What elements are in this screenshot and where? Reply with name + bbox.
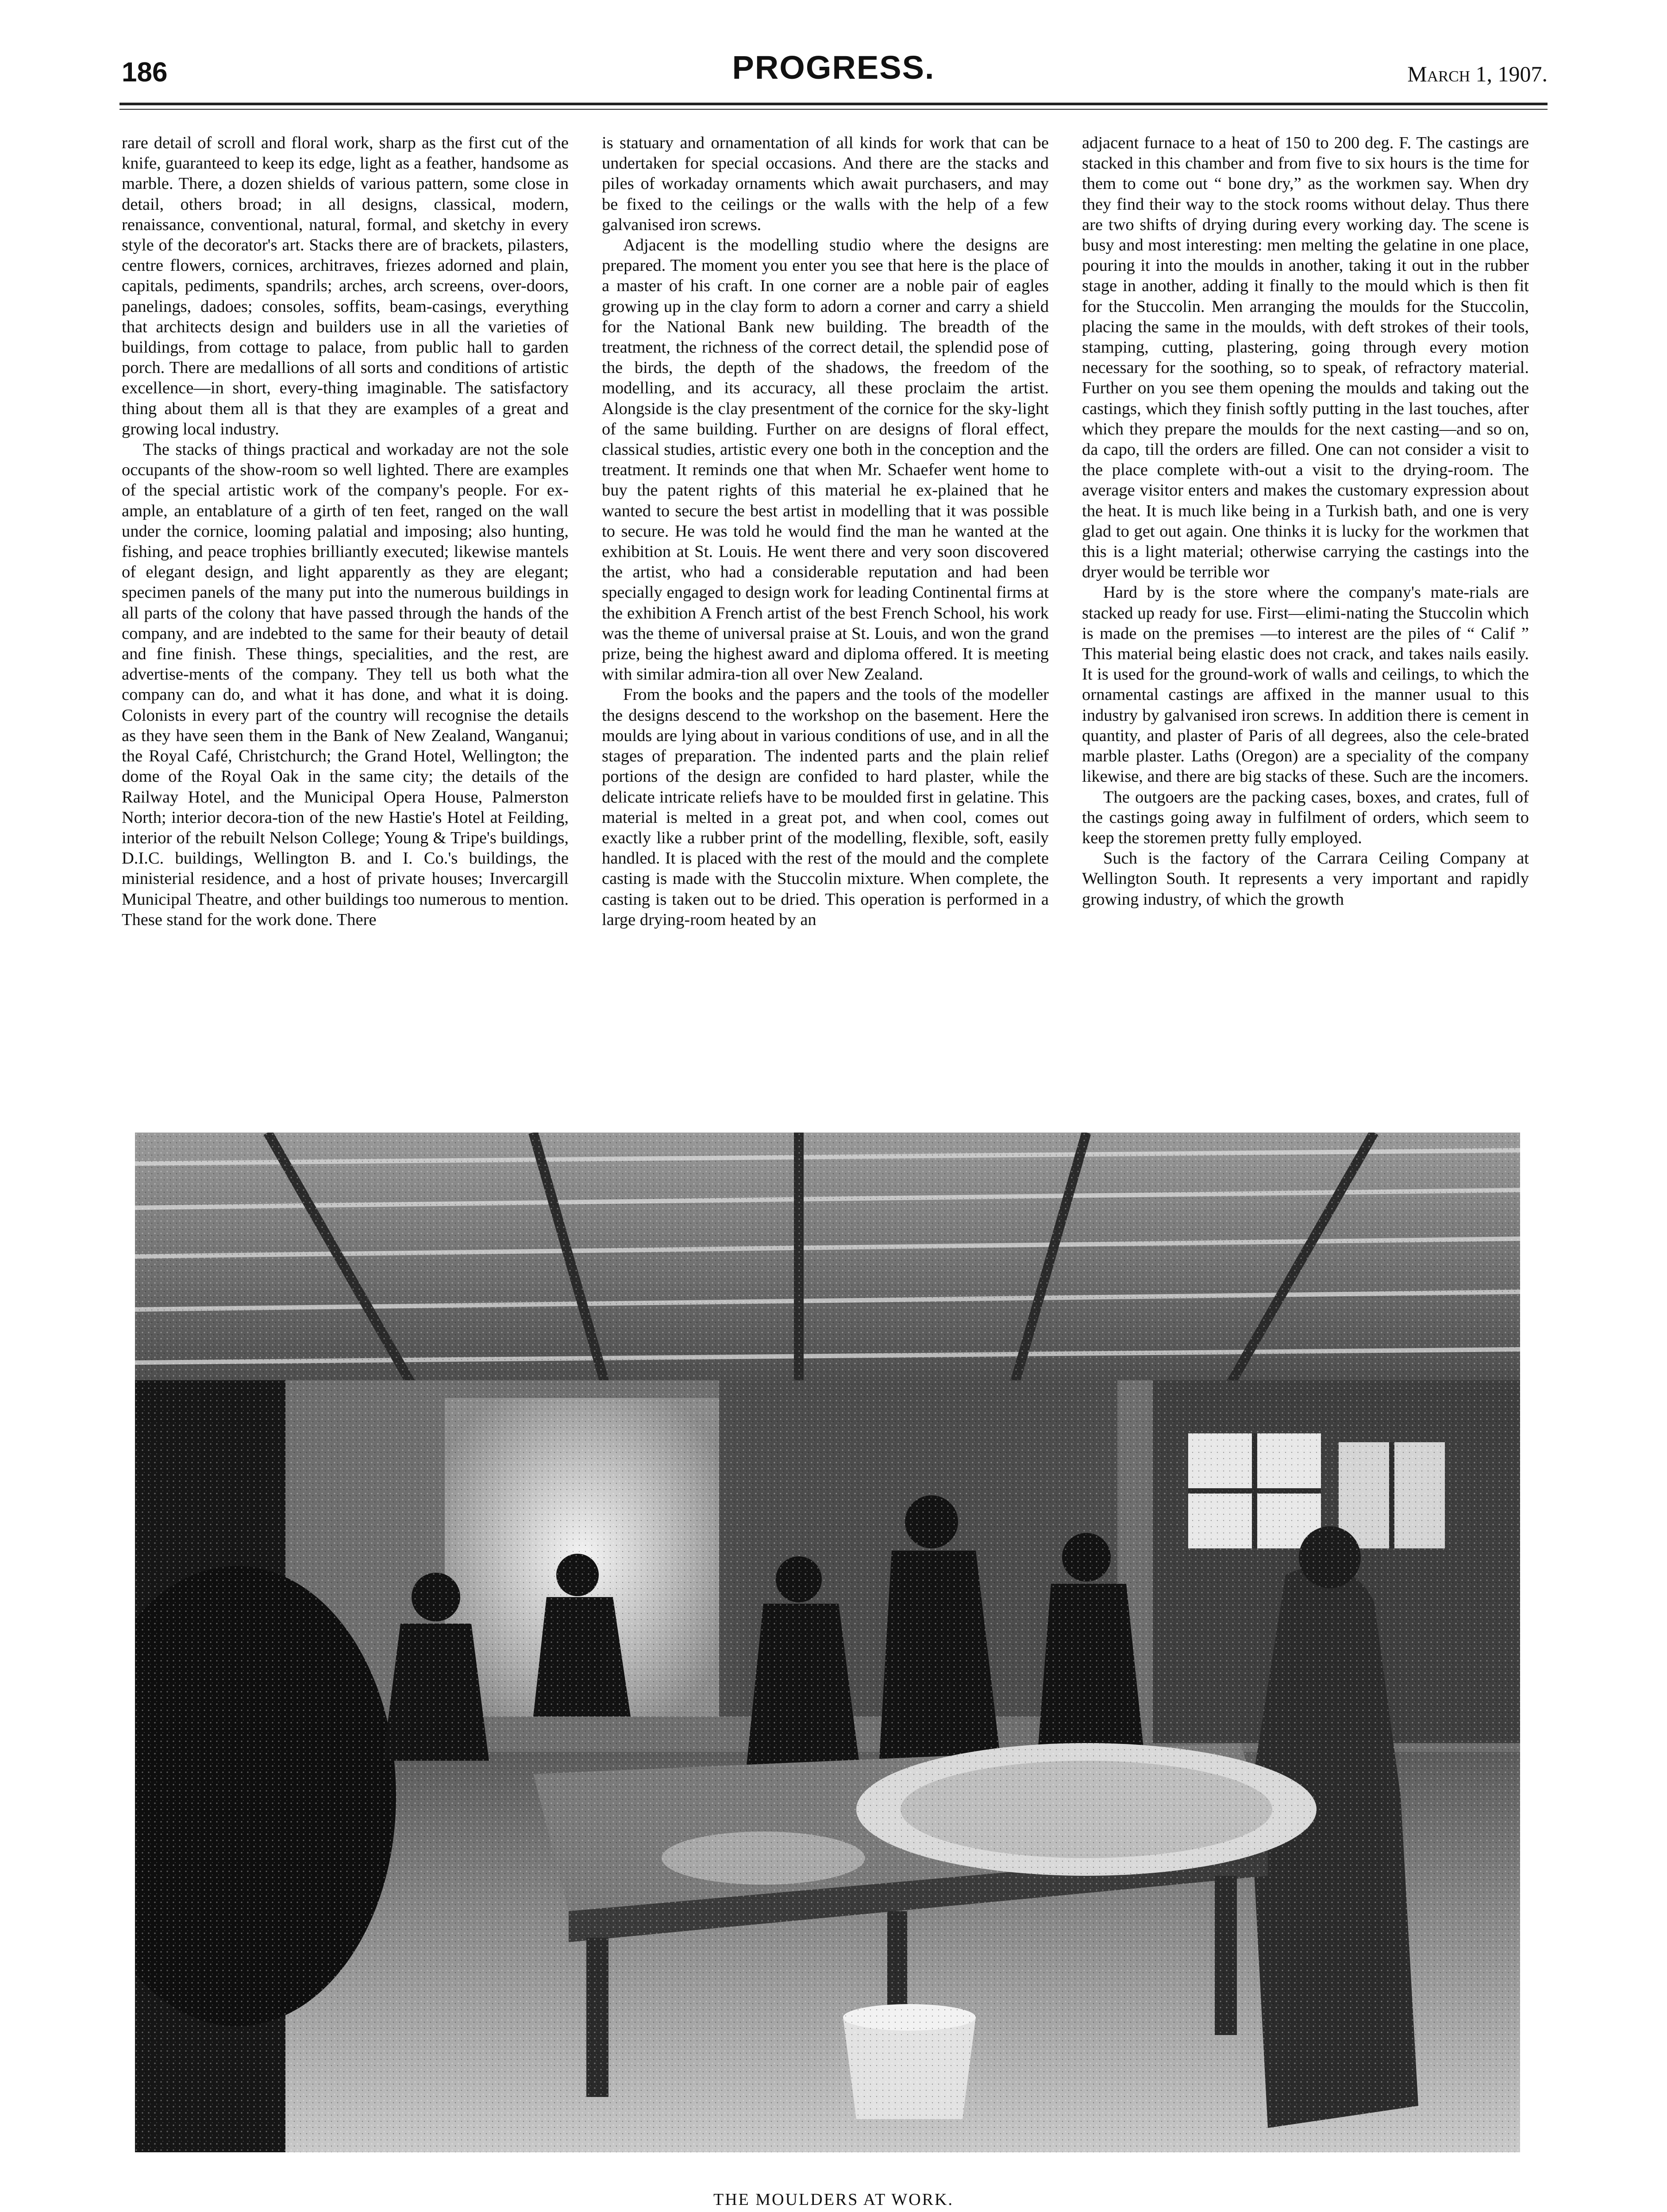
workshop-scene-illustration — [135, 1133, 1520, 2152]
paragraph: The outgoers are the packing cases, boxes, and crates, full of the castings going away in fulfilment of orders, which seem to keep the storemen pretty fully employed. — [1082, 787, 1529, 847]
paragraph: is statuary and ornamentation of all kinds for work that can be undertaken for special occasions. And there are the stacks and piles of workaday ornaments which await purchasers, and may be fixed to the ceilings or the walls with the help of a few galvanised iron screws. — [602, 134, 1049, 234]
masthead-title: PROGRESS. — [732, 49, 935, 86]
paragraph: rare detail of scroll and floral work, sharp as the first cut of the knife, guaranteed to keep its edge, light as a feather, handsome as marble. There, a dozen shields of various pattern, some close in detail, others broad; in all designs, classical, modern, renaissance, conventional, natural, formal, and sketchy in every style of the decorator's art. Stacks there are of brackets, pilasters, centre flowers, cornices, architraves, friezes adorned and plain, capitals, pediments, spandrils; arches, arch screens, over-doors, panelings, dadoes; consoles, soffits, beam-casings, everything that architects design and builders use in all the varieties of buildings, from cottage to palace, from public hall to garden porch. There are medallions of all sorts and conditions of artistic excellence—in short, every-thing imaginable. The satisfactory thing about them all is that they are examples of a great and growing local industry. — [122, 134, 569, 438]
issue-date: March 1, 1907. — [1407, 61, 1548, 86]
paragraph: adjacent furnace to a heat of 150 to 200 deg. F. The castings are stacked in this chamber and from five to six hours is the time for them to come out “ bone dry,” as the workmen say. When dry they find their way to the stock rooms without delay. Thus there are two shifts of drying during every working day. The scene is busy and most interesting: men melting the gelatine in one place, pouring it into the moulds in another, taking it out in the rubber stage in another, adding it finally to the mould which is then fit for the Stuccolin. Men arranging the moulds for the Stuccolin, placing the same in the moulds, with deft strokes of their tools, stamping, cutting, plastering, going through every motion necessary for the soothing, so to speak, of refractory material. Further on you see them opening the moulds and taking out the castings, which they finish softly putting in the last touches, after which they prepare the moulds for the next casting—and so on, da capo, till the orders are filled. One can not consider a visit to the place complete with-out a visit to the drying-room. The average visitor enters and makes the customary expression about the heat. It is much like being in a Turkish bath, and one is very glad to get out again. One thinks it is lucky for the workmen that this is a light material; otherwise carrying the castings into the dryer would be terrible wor — [1082, 134, 1529, 582]
paragraph: From the books and the papers and the tools of the modeller the designs descend to the workshop on the basement. Here the moulds are lying about in various conditions of use, and in all the stages of preparation. The indented parts and the plain relief portions of the design are confided to hard plaster, while the delicate intricate reliefs have to be moulded first in gelatine. This material is melted in a great pot, and when cool, comes out exactly like a rubber print of the modelling, flexible, soft, easily handled. It is placed with the rest of the mould and the complete casting is made with the Stuccolin mixture. When complete, the casting is taken out to be dried. This operation is performed in a large drying-room heated by an — [602, 685, 1049, 929]
header-rule-thick — [119, 103, 1548, 105]
paragraph: Hard by is the store where the company's mate-rials are stacked up ready for use. First—elimi-nating the Stuccolin which is made on the premises —to interest are the piles of “ Calif ” This material being elastic does not crack, and takes nails easily. It is used for the ground-work of walls and ceilings, to which the ornamental castings are affixed in the manner usual to this industry by galvanised iron screws. In addition there is cement in quantity, and plaster of Paris of all degrees, also the cele-brated marble plaster. Laths (Oregon) are a speciality of the company likewise, and there are big stacks of these. Such are the incomers. — [1082, 583, 1529, 786]
header-rule-thin — [119, 109, 1548, 110]
article-column-2 — [602, 133, 1049, 1102]
page-number: 186 — [122, 57, 168, 88]
photo-caption: THE MOULDERS AT WORK. — [713, 2190, 954, 2209]
moulders-photograph — [135, 1133, 1520, 2152]
article-column-3 — [1082, 133, 1529, 1102]
paragraph: The stacks of things practical and workaday are not the sole occupants of the show-room so well lighted. There are examples of the special artistic work of the company's people. For ex-ample, an entablature of a girth of ten feet, ranged on the wall under the cornice, looming palatial and imposing; also hunting, fishing, and peace trophies brilliantly executed; likewise mantels of elegant design, and light apparently as they are elegant; specimen panels of the many put into the numerous buildings in all parts of the colony that have passed through the hands of the company, and are indebted to the same for their beauty of detail and fine finish. These things, specialities, and the rest, are advertise-ments of the company. They tell us both what the company can do, and what it has done, and what it is doing. Colonists in every part of the country will recognise the details as they have seen them in the Bank of New Zealand, Wanganui; the Royal Café, Christchurch; the Grand Hotel, Wellington; the dome of the Royal Oak in the same city; the details of the Railway Hotel, and the Municipal Opera House, Palmerston North; interior decora-tion of the new Hastie's Hotel at Feilding, interior of the rebuilt Nelson College; Young & Tripe's buildings, D.I.C. buildings, Wellington B. and I. Co.'s buildings, the ministerial residence, and a host of private houses; Invercargill Municipal Theatre, and other buildings too numerous to mention. These stand for the work done. There — [122, 440, 569, 929]
paragraph: Adjacent is the modelling studio where the designs are prepared. The moment you enter you see that here is the place of a master of his craft. In one corner are a noble pair of eagles growing up in the clay form to adorn a corner and carry a shield for the National Bank new building. The breadth of the treatment, the richness of the correct detail, the splendid pose of the birds, the depth of the shadows, the freedom of the modelling, and its accuracy, all these proclaim the artist. Alongside is the clay presentment of the cornice for the sky-light of the same building. Further on are designs of floral effect, classical studies, artistic every one both in the conception and the treatment. It reminds one that when Mr. Schaefer went home to buy the patent rights of this material he ex-plained that he wanted to secure the best artist in modelling that it was possible to secure. He was told he would find the man he wanted at the exhibition at St. Louis. He went there and very soon discovered the artist, who had a considerable reputation and had been specially engaged to design work for leading Continental firms at the exhibition A French artist of the best French School, his work was the theme of universal praise at St. Louis, and won the grand prize, being the highest award and diploma offered. It is meeting with similar admira-tion all over New Zealand. — [602, 236, 1049, 684]
article-column-1 — [122, 133, 569, 1102]
paragraph: Such is the factory of the Carrara Ceiling Company at Wellington South. It represents a very important and rapidly growing industry, of which the growth — [1082, 849, 1529, 909]
